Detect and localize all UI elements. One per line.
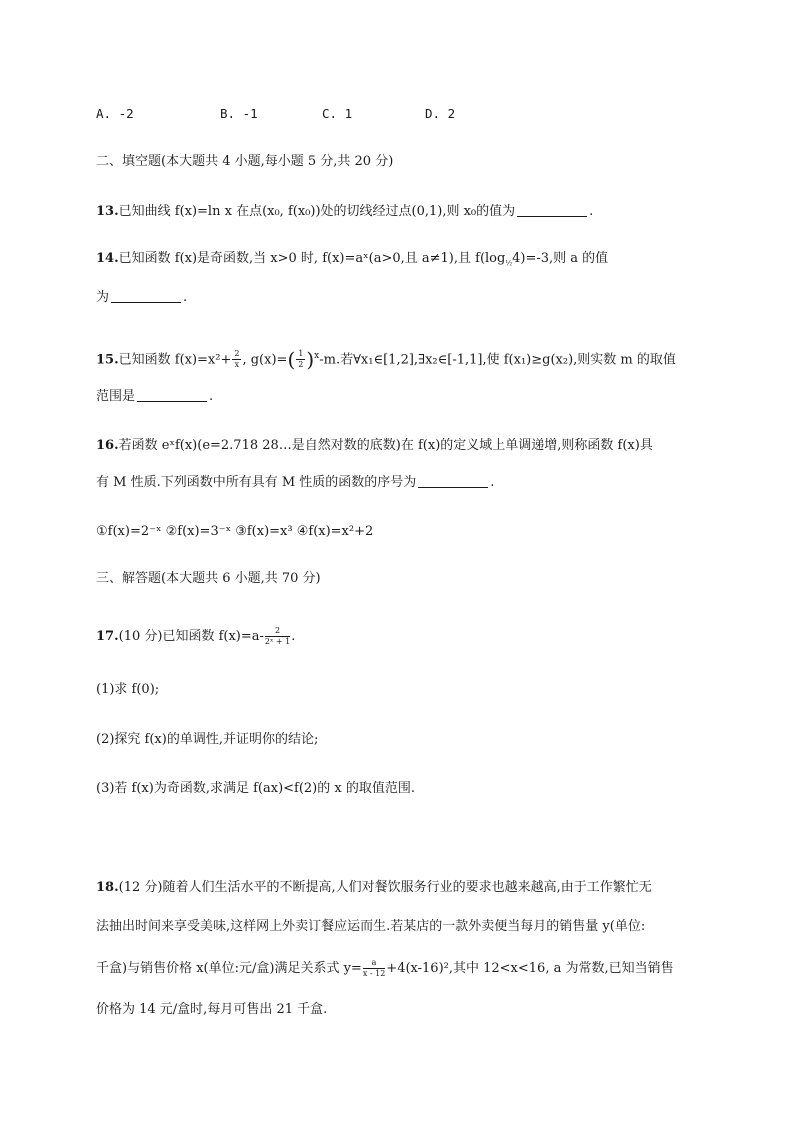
question-18-line2: 法抽出时间来享受美味,这样网上外卖订餐应运而生.若某店的一款外卖便当每月的销售量 y(单位:	[96, 919, 646, 934]
option-c: C. 1	[322, 106, 353, 121]
option-d: D. 2	[425, 106, 456, 121]
fraction-a-over-x-minus-12: $\frac{a}{x - 12}$	[362, 958, 386, 978]
question-number: 14.	[96, 251, 119, 266]
question-18-line3: 千盒)与销售价格 x(单位:元/盒)满足关系式 y= $\frac{a}{x - 12}$ +4(x-16)²,其中 12<x<16, a 为常数,已知当销售	[96, 958, 674, 978]
question-17: 17.(10 分)已知函数 f(x)=a- $\frac{2}{\text{2ˣ + 1}}$ .	[96, 626, 296, 646]
question-number: 15.	[96, 352, 119, 368]
question-18: 18.(12 分)随着人们生活水平的不断提高,人们对餐饮服务行业的要求也越来越高,由于工作繁忙无	[96, 880, 652, 895]
question-text-cont: 4)=-3,则 a 的值	[512, 251, 609, 266]
question-17-part-2: (2)探究 f(x)的单调性,并证明你的结论;	[96, 732, 319, 747]
answer-blank	[418, 473, 488, 488]
section-heading-fill-in: 二、填空题(本大题共 4 小题,每小题 5 分,共 20 分)	[96, 154, 394, 169]
option-b: B. -1	[220, 106, 258, 121]
question-16-choices: ①f(x)=2⁻ˣ ②f(x)=3⁻ˣ ③f(x)=x³ ④f(x)=x²+2	[96, 524, 374, 539]
question-18-line4: 价格为 14 元/盒时,每月可售出 21 千盒.	[96, 1002, 328, 1017]
fraction-2-over-x: $\frac{2}{x}$	[234, 349, 240, 370]
question-number: 18.	[96, 880, 119, 895]
answer-blank	[137, 387, 207, 402]
question-number: 16.	[96, 438, 119, 453]
question-16	[96, 436, 653, 456]
fraction-1-over-2: $\frac{1}{2}$	[298, 349, 304, 370]
question-17-part-3: (3)若 f(x)为奇函数,求满足 f(ax)<f(2)的 x 的取值范围.	[96, 781, 415, 796]
question-text: 已知函数 f(x)是奇函数,当 x>0 时, f(x)=aˣ(a>0,且 a≠1),且 f(log	[118, 251, 506, 266]
question-17-part-1: (1)求 f(0);	[96, 682, 160, 697]
question-15-line2: 范围是 .	[96, 389, 214, 404]
option-a: A. -2	[96, 106, 134, 121]
question-number: 13.	[96, 204, 119, 219]
question-text: 已知曲线 f(x)=ln x 在点(x₀, f(x₀))处的切线经过点(0,1),则 x₀的值为	[118, 204, 516, 219]
question-number: 17.	[96, 629, 119, 644]
fraction-2-over-2x-plus-1: $\frac{2}{\text{2ˣ + 1}}$	[264, 626, 291, 646]
answer-blank	[517, 202, 587, 217]
answer-blank	[111, 288, 181, 303]
question-text: 若函数 eˣf(x)(e=2.718 28…是自然对数的底数)在 f(x)的定义域上单调递增,则称函数 f(x)具	[118, 438, 653, 453]
question-13: 13.已知曲线 f(x)=ln x 在点(x₀, f(x₀))处的切线经过点(0,1),则 x₀的值为 .	[96, 204, 594, 219]
question-15: 15.已知函数 f(x)=x²+ $\frac{2}{x}$ , g(x)=( $\frac{1}{2}$ )$^x$-m.若∀x₁∈[1,2],∃x₂∈[-1,1],使 f(x₁)≥g(x₂),则实数 m 的取值	[96, 347, 676, 372]
question-14-line2: 为 .	[96, 290, 188, 305]
question-16-line2: 有 M 性质.下列函数中所有具有 M 性质的函数的序号为 .	[96, 475, 495, 490]
question-14: 14.已知函数 f(x)是奇函数,当 x>0 时, f(x)=aˣ(a>0,且 a≠1),且 $f(\log_{\frac{1}{2}}4)=-3$,则 a 的值	[96, 251, 609, 268]
section-heading-solutions: 三、解答题(本大题共 6 小题,共 70 分)	[96, 571, 321, 586]
